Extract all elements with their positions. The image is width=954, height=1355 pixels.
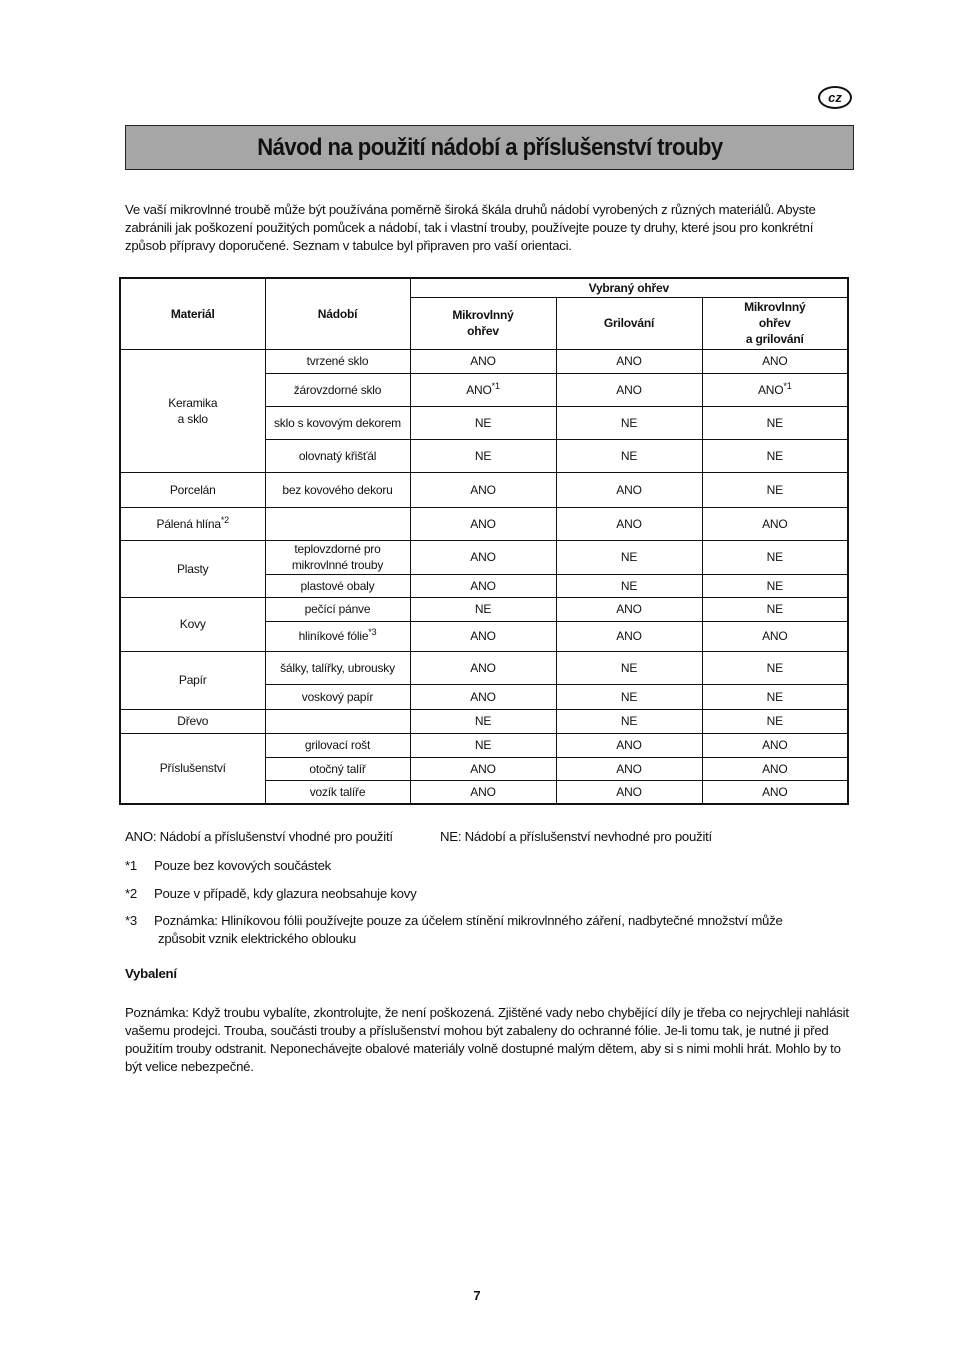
combo-cell: ANO xyxy=(702,780,848,804)
combo-cell: NE xyxy=(702,406,848,439)
grill-cell: ANO xyxy=(556,472,702,507)
header-microwave: Mikrovlnný ohřev xyxy=(410,297,556,349)
grill-cell: NE xyxy=(556,684,702,709)
grill-cell: ANO xyxy=(556,733,702,757)
footnote-1 xyxy=(125,857,331,875)
legend xyxy=(125,829,712,844)
micro-cell: ANO xyxy=(410,472,556,507)
combo-cell: ANO xyxy=(702,349,848,373)
micro-cell: ANO$^{*1}$ xyxy=(410,373,556,406)
footnote-3 xyxy=(125,912,855,948)
grill-cell: ANO xyxy=(556,621,702,651)
grill-cell: ANO xyxy=(556,780,702,804)
combo-cell: NE xyxy=(702,439,848,472)
item-cell xyxy=(265,709,410,733)
header-combo: Mikrovlnný ohřev a grilování xyxy=(702,297,848,349)
footnote-mark: *1 xyxy=(125,858,137,873)
grill-cell: ANO xyxy=(556,597,702,621)
header-material: Materiál xyxy=(120,278,265,349)
item-cell: tvrzené sklo xyxy=(265,349,410,373)
micro-cell: ANO xyxy=(410,540,556,574)
table-row xyxy=(120,472,848,507)
footnote-text: Pouze bez kovových součástek xyxy=(154,858,331,873)
grill-cell: NE xyxy=(556,439,702,472)
footnote-text: Poznámka: Hliníkovou fólii používejte pouze za účelem stínění mikrovlnného záření, nadbytečné množství může xyxy=(154,913,783,928)
micro-cell: NE xyxy=(410,733,556,757)
table-row xyxy=(120,651,848,684)
combo-cell: ANO xyxy=(702,621,848,651)
combo-cell: ANO xyxy=(702,733,848,757)
micro-cell: NE xyxy=(410,406,556,439)
table-row xyxy=(120,540,848,574)
grill-cell: NE xyxy=(556,574,702,597)
grill-cell: NE xyxy=(556,540,702,574)
footnote-text-continued: způsobit vznik elektrického oblouku xyxy=(158,931,356,946)
combo-cell: NE xyxy=(702,540,848,574)
grill-cell: ANO xyxy=(556,507,702,540)
group-plasty: Plasty xyxy=(120,540,265,597)
footnote-2 xyxy=(125,885,416,903)
grill-cell: ANO xyxy=(556,373,702,406)
item-cell: bez kovového dekoru xyxy=(265,472,410,507)
header-grill: Grilování xyxy=(556,297,702,349)
section-title: Vybalení xyxy=(125,966,177,981)
combo-cell: NE xyxy=(702,709,848,733)
page-title: Návod na použití nádobí a příslušenství trouby xyxy=(256,133,723,161)
item-cell xyxy=(265,507,410,540)
micro-cell: ANO xyxy=(410,574,556,597)
item-cell: žárovzdorné sklo xyxy=(265,373,410,406)
group-prislusenstvi: Příslušenství xyxy=(120,733,265,804)
grill-cell: NE xyxy=(556,651,702,684)
item-cell: vozík talíře xyxy=(265,780,410,804)
combo-cell: NE xyxy=(702,574,848,597)
combo-cell: NE xyxy=(702,684,848,709)
footnote-text: Pouze v případě, kdy glazura neobsahuje kovy xyxy=(154,886,417,901)
micro-cell: NE xyxy=(410,439,556,472)
item-cell: otočný talíř xyxy=(265,757,410,780)
grill-cell: NE xyxy=(556,709,702,733)
group-papir: Papír xyxy=(120,651,265,709)
combo-cell: ANO xyxy=(702,507,848,540)
group-drevo: Dřevo xyxy=(120,709,265,733)
item-cell: hliníkové fólie$^{*3}$ xyxy=(265,621,410,651)
table-row xyxy=(120,733,848,757)
item-cell: šálky, talířky, ubrousky xyxy=(265,651,410,684)
footnote-mark: *3 xyxy=(125,913,137,928)
group-kovy: Kovy xyxy=(120,597,265,651)
item-cell: plastové obaly xyxy=(265,574,410,597)
item-cell: sklo s kovovým dekorem xyxy=(265,406,410,439)
cookware-table xyxy=(119,277,849,805)
combo-cell: NE xyxy=(702,472,848,507)
micro-cell: NE xyxy=(410,597,556,621)
micro-cell: NE xyxy=(410,709,556,733)
item-cell: pečící pánve xyxy=(265,597,410,621)
micro-cell: ANO xyxy=(410,684,556,709)
micro-cell: ANO xyxy=(410,780,556,804)
table-row xyxy=(120,709,848,733)
micro-cell: ANO xyxy=(410,621,556,651)
item-cell: voskový papír xyxy=(265,684,410,709)
page-number: 7 xyxy=(473,1288,481,1303)
micro-cell: ANO xyxy=(410,757,556,780)
legend-ne: NE: Nádobí a příslušenství nevhodné pro použití xyxy=(440,829,712,844)
header-nadobi: Nádobí xyxy=(265,278,410,349)
item-cell: grilovací rošt xyxy=(265,733,410,757)
intro-paragraph: Ve vaší mikrovlnné troubě může být používána poměrně široká škála druhů nádobí vyrobených z různých materiálů. Abyste zabránili jak poškození použitých pomůcek a nádobí, tak i vlastní trouby, používejte pouze ty druhy, které jsou pro konkrétní způsob přípravy doporučené. Seznam v tabulce byl připraven pro vaší orientaci. xyxy=(125,202,816,253)
group-porcelan: Porcelán xyxy=(120,472,265,507)
group-keramika: Keramika a sklo xyxy=(120,349,265,472)
table-row xyxy=(120,597,848,621)
grill-cell: NE xyxy=(556,406,702,439)
item-cell: olovnatý křišťál xyxy=(265,439,410,472)
footnote-mark: *2 xyxy=(125,886,137,901)
micro-cell: ANO xyxy=(410,349,556,373)
table-row xyxy=(120,349,848,373)
title-banner xyxy=(125,125,854,170)
country-code-badge: cz xyxy=(818,86,852,109)
combo-cell: NE xyxy=(702,651,848,684)
micro-cell: ANO xyxy=(410,651,556,684)
combo-cell: ANO$^{*1}$ xyxy=(702,373,848,406)
header-group: Vybraný ohřev xyxy=(410,278,848,297)
combo-cell: ANO xyxy=(702,757,848,780)
grill-cell: ANO xyxy=(556,349,702,373)
table-row xyxy=(120,507,848,540)
item-cell: teplovzdorné pro mikrovlnné trouby xyxy=(265,540,410,574)
group-palena-hlina: Pálená hlína$^{*2}$ xyxy=(120,507,265,540)
grill-cell: ANO xyxy=(556,757,702,780)
combo-cell: NE xyxy=(702,597,848,621)
micro-cell: ANO xyxy=(410,507,556,540)
section-paragraph: Poznámka: Když troubu vybalíte, zkontrolujte, že není poškozená. Zjištěné vady nebo chybějící díly je třeba co nejrychleji nahlásit vašemu prodejci. Trouba, součásti trouby a příslušenství mohou být zabaleny do ochranné fólie. Je-li tomu tak, je nutné ji před použitím trouby odstranit. Neponechávejte obalové materiály volně dostupné malým dětem, aby si s nimi mohli hrát. Mohlo by to být velice nebezpečné. xyxy=(125,1005,849,1074)
legend-ano: ANO: Nádobí a příslušenství vhodné pro použití xyxy=(125,829,393,844)
